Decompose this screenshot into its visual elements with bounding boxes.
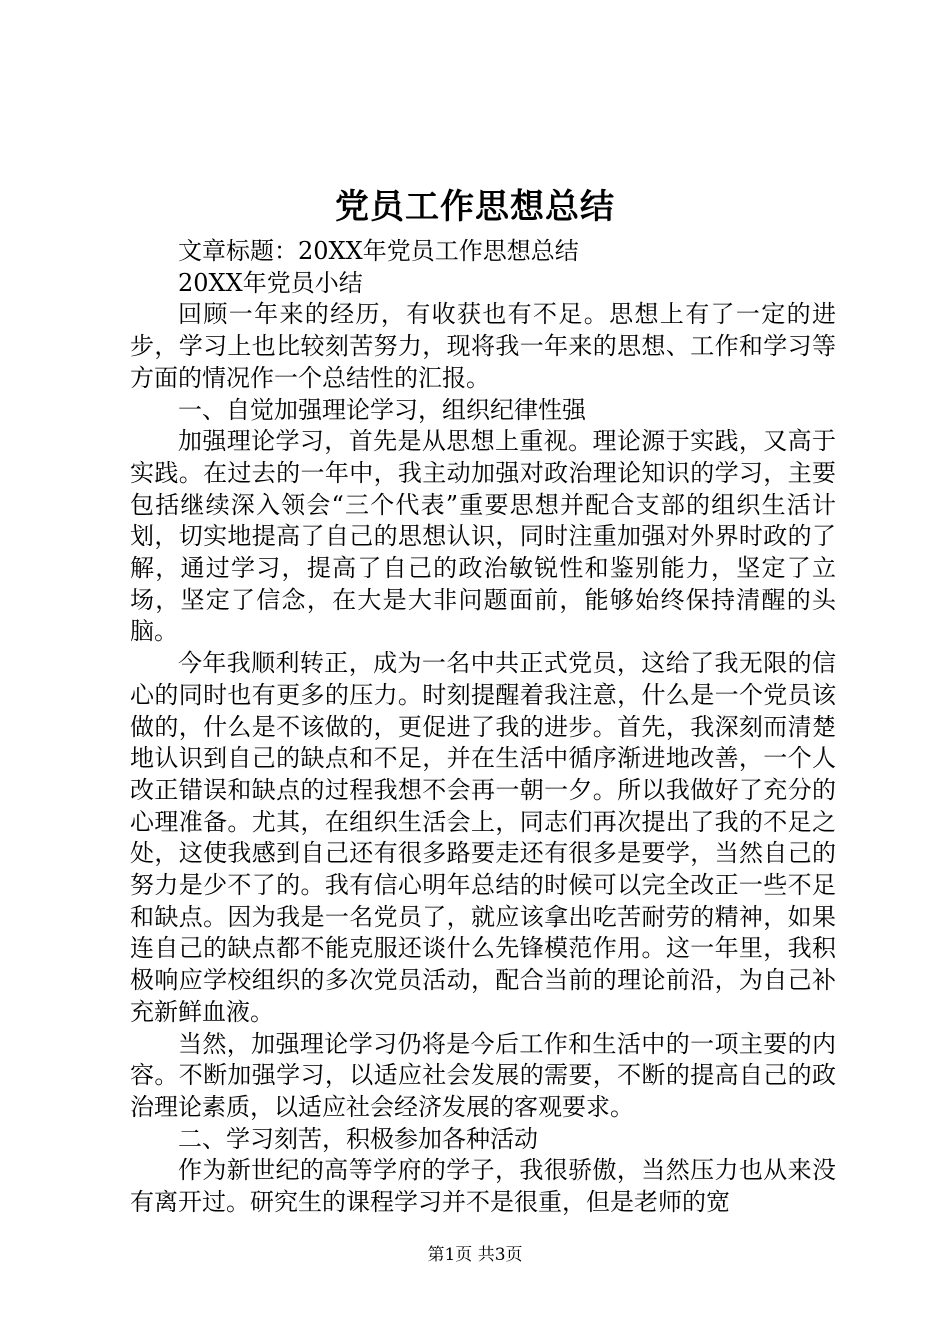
page-number-footer: 第1页 共3页 [427,1245,523,1265]
paragraph-student-life: 作为新世纪的高等学府的学子，我很骄傲，当然压力也从来没有离开过。研究生的课程学习并不是很重，但是老师的宽 [130,1156,836,1217]
subtitle-line: 20XX年党员小结 [178,268,363,297]
article-title-line: 文章标题：20XX年党员工作思想总结 [178,237,579,265]
paragraph-continued-study: 当然，加强理论学习仍将是今后工作和生活中的一项主要的内容。不断加强学习，以适应社会发展的需要，不断的提高自己的政治理论素质，以适应社会经济发展的客观要求。 [130,1029,836,1121]
paragraph-party-membership: 今年我顺利转正，成为一名中共正式党员，这给了我无限的信心的同时也有更多的压力。时刻提醒着我注意，什么是一个党员该做的，什么是不该做的，更促进了我的进步。首先，我深刻而清楚地认识到自己的缺点和不足，并在生活中循序渐进地改善，一个人改正错误和缺点的过程我想不会再一朝一夕。所以我做好了充分的心理准备。尤其，在组织生活会上，同志们再次提出了我的不足之处，这使我感到自己还有很多路要走还有很多是要学，当然自己的努力是少不了的。我有信心明年总结的时候可以完全改正一些不足和缺点。因为我是一名党员了，就应该拿出吃苦耐劳的精神，如果连自己的缺点都不能克服还谈什么先锋模范作用。这一年里，我积极响应学校组织的多次党员活动，配合当前的理论前沿，为自己补充新鲜血液。 [130,649,836,1026]
paragraph-intro: 回顾一年来的经历，有收获也有不足。思想上有了一定的进步，学习上也比较刻苦努力，现将我一年来的思想、工作和学习等方面的情况作一个总结性的汇报。 [130,300,836,392]
document-body [130,236,836,1219]
section-heading-1: 一、自觉加强理论学习，组织纪律性强 [178,395,586,424]
document-title: 党员工作思想总结 [335,187,615,227]
section-heading-2: 二、学习刻苦，积极参加各种活动 [178,1124,538,1153]
paragraph-theory-study: 加强理论学习，首先是从思想上重视。理论源于实践，又高于实践。在过去的一年中，我主动加强对政治理论知识的学习，主要包括继续深入领会“三个代表”重要思想并配合支部的组织生活计划，切实地提高了自己的思想认识，同时注重加强对外界时政的了解，通过学习，提高了自己的政治敏锐性和鉴别能力，坚定了立场，坚定了信念，在大是大非问题面前，能够始终保持清醒的头脑。 [130,427,836,646]
